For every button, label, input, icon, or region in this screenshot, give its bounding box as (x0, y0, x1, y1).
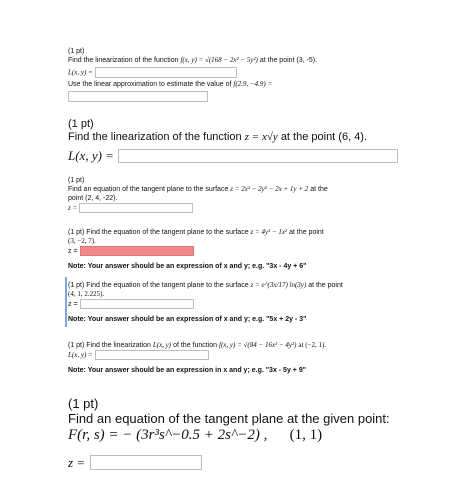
q7-function: F(r, s) = − (3r³s^−0.5 + 2s^−2) , (68, 427, 268, 443)
q6-block (68, 341, 326, 375)
q1-block (68, 47, 317, 102)
q3-answer-label: z = (68, 203, 78, 212)
q5-prompt: Find the equation of the tangent plane to the surface (86, 282, 249, 289)
q7-answer-label: z = (68, 455, 86, 470)
q3-prompt: Find an equation of the tangent plane to the surface (68, 186, 229, 193)
q1-sub-prompt: Use the linear approximation to estimate the value of (68, 81, 232, 88)
q2-block (68, 118, 398, 165)
q4-block (68, 228, 324, 271)
q6-point: at (−2, 1). (298, 341, 327, 349)
q2-function: z = x√y (244, 131, 278, 143)
q1-estimate-input[interactable] (68, 91, 208, 102)
q3-points: (1 pt) (68, 177, 85, 184)
q4-answer-input[interactable] (80, 246, 194, 256)
q1-answer-input[interactable] (95, 67, 237, 78)
q1-point: at the point (3, -5). (259, 57, 318, 64)
q5-note: Note: Your answer should be an expression of x and y; e.g. "5x + 2y - 3" (68, 316, 307, 323)
q3-point: point (2, 4, -22). (68, 195, 118, 202)
q5-answer-input[interactable] (80, 299, 194, 309)
q1-estimate-expression: f(2.9, −4.9) = (233, 80, 273, 88)
q2-prompt: Find the linearization of the function (68, 131, 242, 143)
q2-point: at the point (6, 4). (280, 131, 368, 143)
q4-point: (3, −2, 7). (68, 237, 96, 245)
q4-points: (1 pt) (68, 229, 85, 236)
q2-answer-input[interactable] (118, 149, 398, 163)
q7-points: (1 pt) (68, 396, 99, 411)
q3-function: z = 2x² − 2y² − 2x + 1y + 2 (230, 185, 309, 193)
q6-linearization-symbol: L(x, y) (152, 341, 172, 349)
q1-function: f(x, y) = √(168 − 2x² − 5y²) (180, 56, 258, 64)
q6-mid: of the function (173, 342, 218, 349)
q5-marker-bar (65, 277, 67, 327)
q5-at: at the point (308, 282, 343, 289)
q2-points: (1 pt) (68, 118, 94, 130)
q2-answer-label: L(x, y) = (68, 148, 114, 163)
q6-prompt: Find the linearization (86, 342, 151, 349)
q5-function: z = e^(3x/17) ln(3y) (250, 281, 307, 289)
q3-answer-input[interactable] (79, 203, 193, 213)
q4-note: Note: Your answer should be an expression of x and y; e.g. "3x - 4y + 6" (68, 263, 307, 270)
q5-points: (1 pt) (68, 282, 85, 289)
q4-function: z = 4y² − 1x² (250, 228, 288, 236)
q7-answer-input[interactable] (90, 455, 202, 470)
q1-prompt-row (68, 56, 317, 65)
q3-block (68, 176, 328, 213)
q3-at: at the (310, 186, 328, 193)
q6-points: (1 pt) (68, 342, 85, 349)
q6-note: Note: Your answer should be an expression in x and y; e.g. "3x - 5y + 9" (68, 367, 307, 374)
q2-prompt-row (68, 131, 398, 144)
q1-prompt: Find the linearization of the function (68, 57, 179, 64)
q4-prompt: Find the equation of the tangent plane to the surface (86, 229, 249, 236)
q7-prompt: Find an equation of the tangent plane at the given point: (68, 411, 390, 426)
q4-answer-label: z = (68, 247, 78, 255)
q7-point: (1, 1) (289, 427, 323, 443)
q6-answer-input[interactable] (95, 350, 209, 360)
q6-answer-label: L(x, y) = (68, 350, 93, 359)
q4-at: at the point (289, 229, 324, 236)
q1-points: (1 pt) (68, 48, 85, 55)
q5-block (68, 281, 343, 324)
q6-function: f(x, y) = √(84 − 16x² − 4y²) (219, 341, 297, 349)
q5-answer-label: z = (68, 300, 78, 308)
q7-block (68, 396, 390, 472)
q1-answer-label: L(x, y) = (68, 68, 93, 77)
q5-point: (4, 1, 2.225). (68, 290, 105, 298)
